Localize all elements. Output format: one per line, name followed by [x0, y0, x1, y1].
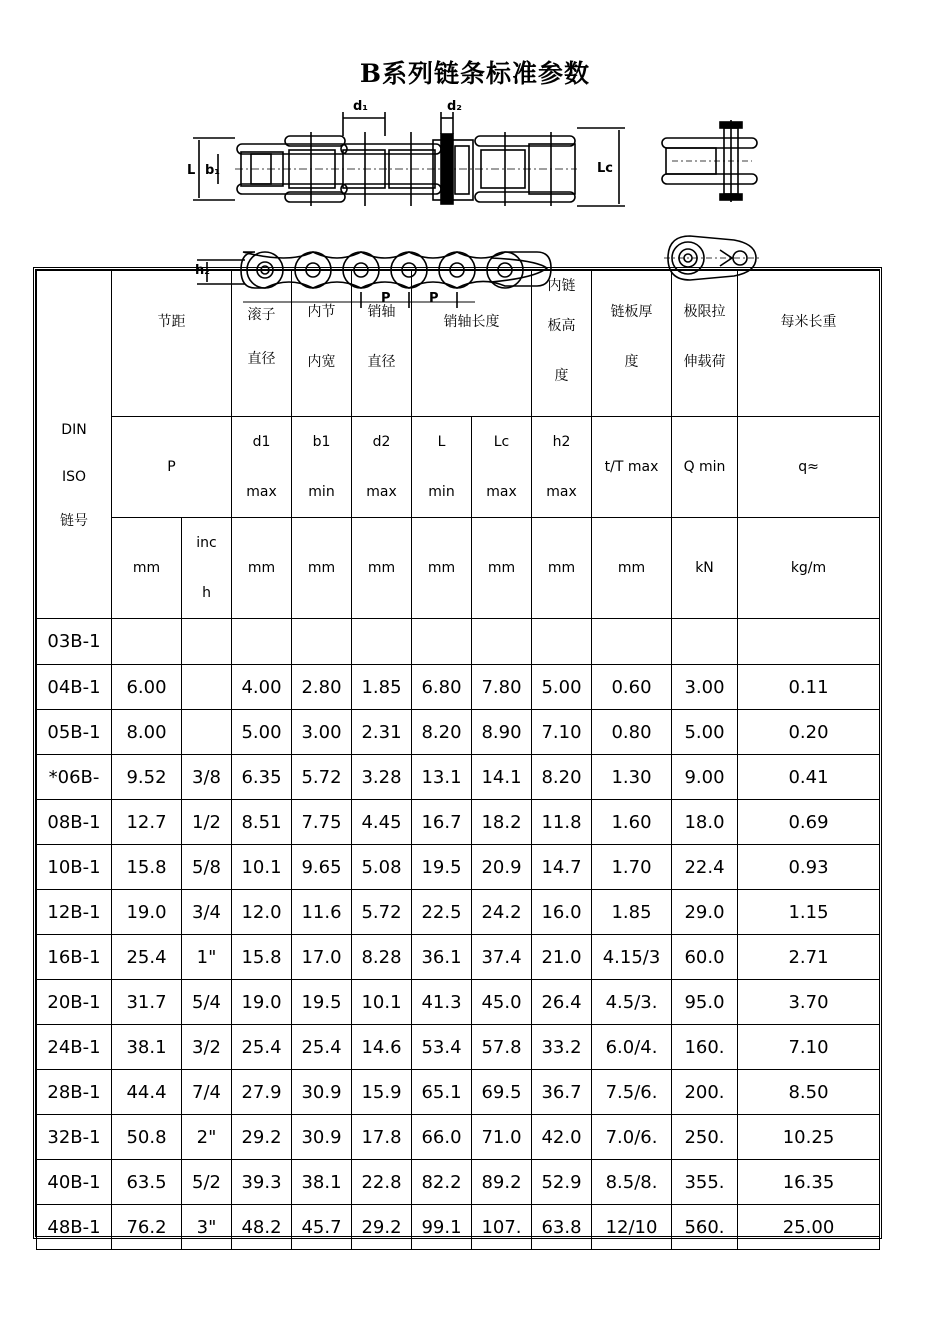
cell-pitch-mm: 12.7 — [112, 800, 182, 845]
cell-chain-no: 04B-1 — [37, 665, 112, 710]
diagram-label-lc: Lc — [597, 161, 613, 176]
cell-lc: 24.2 — [472, 890, 532, 935]
spec-data-rows — [37, 619, 880, 1250]
cell-b1: 5.72 — [292, 755, 352, 800]
diagram-label-p-1: P — [381, 291, 391, 306]
header-plate-thick-cn — [592, 271, 672, 417]
cell-b1: 2.80 — [292, 665, 352, 710]
cell-q: 560. — [672, 1205, 738, 1250]
header-pitch-cn: 节距 — [112, 271, 232, 417]
cell-b1: 11.6 — [292, 890, 352, 935]
cell-chain-no: 48B-1 — [37, 1205, 112, 1250]
table-row — [37, 800, 880, 845]
cell-t: 0.80 — [592, 710, 672, 755]
header-weight-cn: 每米长重 — [738, 271, 880, 417]
cell-h2: 26.4 — [532, 980, 592, 1025]
cell-l: 82.2 — [412, 1160, 472, 1205]
diagram-label-h2: h₂ — [195, 263, 210, 278]
cell-t: 1.70 — [592, 845, 672, 890]
cell-d2 — [352, 619, 412, 665]
cell-chain-no: 32B-1 — [37, 1115, 112, 1160]
cell-chain-no: *06B- — [37, 755, 112, 800]
cell-l: 22.5 — [412, 890, 472, 935]
cell-pitch-mm: 9.52 — [112, 755, 182, 800]
cell-pitch-inch: 1/2 — [182, 800, 232, 845]
cell-d2: 14.6 — [352, 1025, 412, 1070]
header-lc-max: max — [486, 484, 517, 500]
cell-weight — [738, 619, 880, 665]
cell-d1: 4.00 — [232, 665, 292, 710]
cell-lc: 37.4 — [472, 935, 532, 980]
cell-pitch-mm: 50.8 — [112, 1115, 182, 1160]
cell-l: 13.1 — [412, 755, 472, 800]
connecting-link-side-diagram — [652, 110, 762, 205]
cell-pitch-mm: 44.4 — [112, 1070, 182, 1115]
cell-d2: 10.1 — [352, 980, 412, 1025]
cell-h2: 8.20 — [532, 755, 592, 800]
cell-lc: 18.2 — [472, 800, 532, 845]
cell-q: 29.0 — [672, 890, 738, 935]
cell-d2: 15.9 — [352, 1070, 412, 1115]
cell-t — [592, 619, 672, 665]
unit-d1-mm: mm — [232, 518, 292, 619]
cell-pitch-inch: 5/2 — [182, 1160, 232, 1205]
cell-d2: 3.28 — [352, 755, 412, 800]
cell-l: 53.4 — [412, 1025, 472, 1070]
chain-top-view-diagram — [185, 96, 640, 211]
header-inner-width-line1: 内节 — [307, 304, 336, 320]
diagram-label-d2: d₂ — [447, 99, 462, 114]
cell-h2: 5.00 — [532, 665, 592, 710]
cell-d2: 8.28 — [352, 935, 412, 980]
table-row — [37, 665, 880, 710]
unit-l-mm: mm — [412, 518, 472, 619]
unit-lc-mm: mm — [472, 518, 532, 619]
cell-weight: 3.70 — [738, 980, 880, 1025]
table-row — [37, 845, 880, 890]
header-tensile-cn — [672, 271, 738, 417]
cell-pitch-inch — [182, 665, 232, 710]
cell-t: 8.5/8. — [592, 1160, 672, 1205]
cell-chain-no: 10B-1 — [37, 845, 112, 890]
cell-b1: 9.65 — [292, 845, 352, 890]
header-symbol-q: Q min — [672, 417, 738, 518]
cell-d2: 2.31 — [352, 710, 412, 755]
cell-weight: 8.50 — [738, 1070, 880, 1115]
cell-lc: 89.2 — [472, 1160, 532, 1205]
header-l: L — [437, 434, 446, 450]
cell-t: 6.0/4. — [592, 1025, 672, 1070]
diagram-label-b1: b₁ — [205, 163, 220, 178]
header-l-min: min — [428, 484, 455, 500]
cell-weight: 0.93 — [738, 845, 880, 890]
cell-q: 18.0 — [672, 800, 738, 845]
cell-q: 9.00 — [672, 755, 738, 800]
cell-t: 1.85 — [592, 890, 672, 935]
unit-b1-mm: mm — [292, 518, 352, 619]
table-row — [37, 1070, 880, 1115]
header-tensile-line1: 极限拉 — [683, 304, 726, 320]
connecting-link-clip-diagram — [658, 228, 763, 288]
cell-l — [412, 619, 472, 665]
cell-q: 95.0 — [672, 980, 738, 1025]
cell-h2: 14.7 — [532, 845, 592, 890]
table-row — [37, 1025, 880, 1070]
cell-chain-no: 20B-1 — [37, 980, 112, 1025]
table-row — [37, 1115, 880, 1160]
cell-b1: 30.9 — [292, 1115, 352, 1160]
cell-b1: 17.0 — [292, 935, 352, 980]
cell-q — [672, 619, 738, 665]
cell-weight: 0.69 — [738, 800, 880, 845]
cell-h2: 7.10 — [532, 710, 592, 755]
cell-q: 250. — [672, 1115, 738, 1160]
cell-l: 36.1 — [412, 935, 472, 980]
cell-pitch-inch: 7/4 — [182, 1070, 232, 1115]
cell-d1: 6.35 — [232, 755, 292, 800]
table-row — [37, 755, 880, 800]
cell-lc: 8.90 — [472, 710, 532, 755]
cell-d2: 4.45 — [352, 800, 412, 845]
cell-weight: 0.20 — [738, 710, 880, 755]
cell-pitch-mm: 38.1 — [112, 1025, 182, 1070]
cell-t: 1.60 — [592, 800, 672, 845]
cell-weight: 0.11 — [738, 665, 880, 710]
cell-d1: 29.2 — [232, 1115, 292, 1160]
cell-q: 200. — [672, 1070, 738, 1115]
cell-d1: 5.00 — [232, 710, 292, 755]
cell-d1: 48.2 — [232, 1205, 292, 1250]
header-inner-width-line2: 内宽 — [307, 354, 336, 370]
unit-t-mm: mm — [592, 518, 672, 619]
table-row — [37, 619, 880, 665]
cell-q: 355. — [672, 1160, 738, 1205]
cell-weight: 16.35 — [738, 1160, 880, 1205]
cell-pitch-inch: 3/4 — [182, 890, 232, 935]
cell-weight: 2.71 — [738, 935, 880, 980]
header-tensile-line2: 伸载荷 — [683, 354, 726, 370]
cell-pitch-inch: 2" — [182, 1115, 232, 1160]
unit-pitch-mm: mm — [112, 518, 182, 619]
cell-t: 0.60 — [592, 665, 672, 710]
cell-d2: 5.72 — [352, 890, 412, 935]
chain-side-view-diagram — [185, 230, 565, 310]
cell-lc: 69.5 — [472, 1070, 532, 1115]
header-pin-dia-line2: 直径 — [367, 354, 396, 370]
unit-h2-mm: mm — [532, 518, 592, 619]
header-chain-no: 链号 — [60, 512, 88, 529]
cell-pitch-inch: 1" — [182, 935, 232, 980]
header-h2: h2 — [552, 434, 571, 450]
table-row — [37, 935, 880, 980]
header-b1-min: min — [308, 484, 335, 500]
cell-h2 — [532, 619, 592, 665]
cell-d1: 27.9 — [232, 1070, 292, 1115]
unit-q-kn: kN — [672, 518, 738, 619]
table-row — [37, 710, 880, 755]
chain-spec-table-frame — [33, 267, 882, 1239]
cell-chain-no: 12B-1 — [37, 890, 112, 935]
header-symbol-p: P — [112, 417, 232, 518]
header-din: DIN — [61, 421, 87, 438]
cell-chain-no: 03B-1 — [37, 619, 112, 665]
diagram-label-p-2: P — [429, 291, 439, 306]
cell-h2: 52.9 — [532, 1160, 592, 1205]
cell-lc: 20.9 — [472, 845, 532, 890]
header-d2-max: max — [366, 484, 397, 500]
header-plate-height-line3: 度 — [554, 368, 569, 384]
cell-pitch-inch: 5/4 — [182, 980, 232, 1025]
cell-l: 99.1 — [412, 1205, 472, 1250]
cell-d1: 10.1 — [232, 845, 292, 890]
cell-b1: 38.1 — [292, 1160, 352, 1205]
header-d1: d1 — [252, 434, 271, 450]
header-roller-dia-line1: 滚子 — [247, 307, 276, 323]
cell-t: 1.30 — [592, 755, 672, 800]
cell-weight: 1.15 — [738, 890, 880, 935]
cell-l: 66.0 — [412, 1115, 472, 1160]
cell-pitch-mm: 8.00 — [112, 710, 182, 755]
cell-d2: 29.2 — [352, 1205, 412, 1250]
cell-lc: 7.80 — [472, 665, 532, 710]
cell-b1 — [292, 619, 352, 665]
cell-b1: 45.7 — [292, 1205, 352, 1250]
header-b1: b1 — [312, 434, 331, 450]
cell-t: 7.0/6. — [592, 1115, 672, 1160]
cell-pitch-mm: 25.4 — [112, 935, 182, 980]
header-h2-max: max — [546, 484, 577, 500]
cell-lc — [472, 619, 532, 665]
table-row — [37, 1205, 880, 1250]
cell-lc: 107. — [472, 1205, 532, 1250]
cell-d2: 17.8 — [352, 1115, 412, 1160]
diagram-label-d1: d₁ — [353, 99, 368, 114]
cell-b1: 19.5 — [292, 980, 352, 1025]
table-row — [37, 980, 880, 1025]
cell-chain-no: 08B-1 — [37, 800, 112, 845]
cell-weight: 25.00 — [738, 1205, 880, 1250]
cell-lc: 71.0 — [472, 1115, 532, 1160]
header-symbol-b1 — [292, 417, 352, 518]
cell-q: 22.4 — [672, 845, 738, 890]
cell-l: 41.3 — [412, 980, 472, 1025]
cell-q: 160. — [672, 1025, 738, 1070]
cell-b1: 30.9 — [292, 1070, 352, 1115]
cell-b1: 7.75 — [292, 800, 352, 845]
header-lc: Lc — [493, 434, 510, 450]
unit-inch-line2: h — [202, 585, 211, 601]
cell-pitch-mm: 31.7 — [112, 980, 182, 1025]
cell-d1: 15.8 — [232, 935, 292, 980]
header-symbol-t: t/T max — [592, 417, 672, 518]
header-plate-height-line1: 内链 — [547, 278, 576, 294]
cell-d1: 25.4 — [232, 1025, 292, 1070]
cell-weight: 7.10 — [738, 1025, 880, 1070]
table-row — [37, 890, 880, 935]
header-symbol-l — [412, 417, 472, 518]
cell-chain-no: 40B-1 — [37, 1160, 112, 1205]
cell-pitch-inch: 3/8 — [182, 755, 232, 800]
cell-t: 12/10 — [592, 1205, 672, 1250]
cell-pitch-mm: 63.5 — [112, 1160, 182, 1205]
unit-pitch-inch — [182, 518, 232, 619]
header-symbol-h2 — [532, 417, 592, 518]
page-title: B系列链条标准参数 — [359, 59, 591, 88]
cell-d1: 39.3 — [232, 1160, 292, 1205]
header-iso: ISO — [61, 468, 87, 485]
cell-h2: 16.0 — [532, 890, 592, 935]
cell-l: 6.80 — [412, 665, 472, 710]
cell-l: 16.7 — [412, 800, 472, 845]
cell-h2: 42.0 — [532, 1115, 592, 1160]
cell-pitch-mm — [112, 619, 182, 665]
cell-q: 60.0 — [672, 935, 738, 980]
cell-pitch-mm: 76.2 — [112, 1205, 182, 1250]
header-d2: d2 — [372, 434, 391, 450]
cell-h2: 21.0 — [532, 935, 592, 980]
cell-h2: 63.8 — [532, 1205, 592, 1250]
cell-h2: 11.8 — [532, 800, 592, 845]
cell-chain-no: 16B-1 — [37, 935, 112, 980]
cell-pitch-inch: 5/8 — [182, 845, 232, 890]
header-symbol-qw: q≈ — [738, 417, 880, 518]
cell-pitch-mm: 6.00 — [112, 665, 182, 710]
header-d1-max: max — [246, 484, 277, 500]
header-din-iso — [37, 271, 112, 619]
cell-q: 5.00 — [672, 710, 738, 755]
cell-t: 4.5/3. — [592, 980, 672, 1025]
cell-d2: 1.85 — [352, 665, 412, 710]
cell-chain-no: 05B-1 — [37, 710, 112, 755]
cell-l: 19.5 — [412, 845, 472, 890]
header-plate-thick-line1: 链板厚 — [610, 304, 653, 320]
cell-h2: 33.2 — [532, 1025, 592, 1070]
cell-d2: 22.8 — [352, 1160, 412, 1205]
table-row — [37, 1160, 880, 1205]
cell-d1 — [232, 619, 292, 665]
unit-qw-kgm: kg/m — [738, 518, 880, 619]
header-pin-dia-line1: 销轴 — [367, 304, 396, 320]
cell-lc: 57.8 — [472, 1025, 532, 1070]
header-plate-thick-line2: 度 — [624, 354, 639, 370]
cell-pitch-inch — [182, 619, 232, 665]
cell-l: 8.20 — [412, 710, 472, 755]
cell-t: 7.5/6. — [592, 1070, 672, 1115]
chain-spec-table — [36, 270, 880, 1250]
cell-pitch-inch — [182, 710, 232, 755]
cell-pitch-mm: 15.8 — [112, 845, 182, 890]
cell-l: 65.1 — [412, 1070, 472, 1115]
cell-d1: 19.0 — [232, 980, 292, 1025]
cell-pitch-inch: 3/2 — [182, 1025, 232, 1070]
header-pin-length-cn: 销轴长度 — [412, 271, 532, 417]
header-symbol-d1 — [232, 417, 292, 518]
cell-q: 3.00 — [672, 665, 738, 710]
cell-h2: 36.7 — [532, 1070, 592, 1115]
cell-pitch-mm: 19.0 — [112, 890, 182, 935]
header-plate-height-line2: 板高 — [547, 318, 576, 334]
cell-chain-no: 28B-1 — [37, 1070, 112, 1115]
cell-weight: 0.41 — [738, 755, 880, 800]
cell-d1: 8.51 — [232, 800, 292, 845]
unit-d2-mm: mm — [352, 518, 412, 619]
header-symbol-d2 — [352, 417, 412, 518]
cell-b1: 25.4 — [292, 1025, 352, 1070]
cell-d1: 12.0 — [232, 890, 292, 935]
cell-b1: 3.00 — [292, 710, 352, 755]
header-symbol-lc — [472, 417, 532, 518]
unit-inch-line1: inc — [196, 535, 217, 551]
cell-t: 4.15/3 — [592, 935, 672, 980]
cell-lc: 45.0 — [472, 980, 532, 1025]
cell-weight: 10.25 — [738, 1115, 880, 1160]
header-roller-dia-line2: 直径 — [247, 351, 276, 367]
diagram-label-l: L — [187, 163, 196, 178]
cell-lc: 14.1 — [472, 755, 532, 800]
cell-pitch-inch: 3" — [182, 1205, 232, 1250]
cell-chain-no: 24B-1 — [37, 1025, 112, 1070]
cell-d2: 5.08 — [352, 845, 412, 890]
